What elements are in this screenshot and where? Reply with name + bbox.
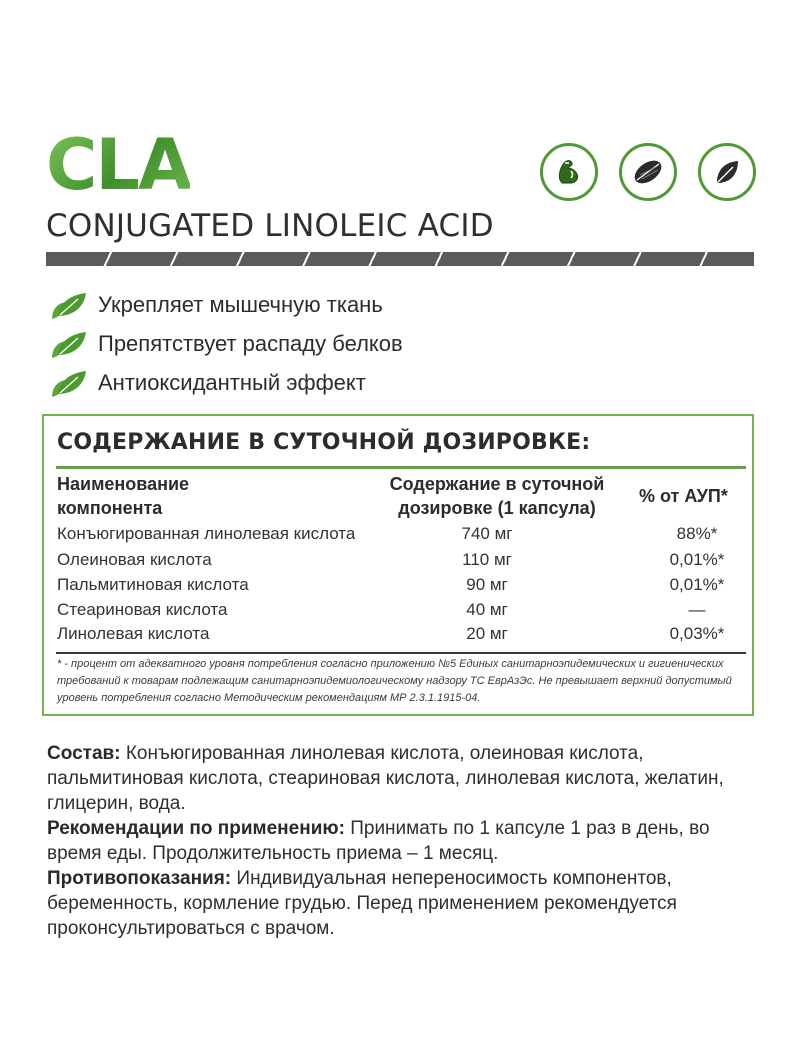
table-row: Пальмитиновая кислота 90 мг 0,01%* — [57, 575, 725, 594]
decorative-stripe — [46, 252, 754, 266]
table-row: Стеариновая кислота 40 мг — — [57, 600, 706, 619]
benefit-item: Антиоксидантный эффект — [48, 364, 403, 402]
muscle-arm-icon — [540, 143, 598, 201]
feature-badges — [540, 143, 756, 201]
column-header-dose: Содержание в суточной дозировке (1 капсула) — [389, 474, 605, 518]
table-title: СОДЕРЖАНИЕ В СУТОЧНОЙ ДОЗИРОВКЕ: — [57, 430, 591, 455]
contraindications-paragraph: Противопоказания: Индивидуальная непереносимость компонентов, беременность, кормление грудью. Перед применением рекомендуется проконсультироваться с врачом. — [47, 868, 677, 939]
product-title: CLA — [46, 124, 191, 206]
column-header-aup: % от АУП* — [639, 486, 728, 506]
seed-icon — [619, 143, 677, 201]
table-footnote: * - процент от адекватного уровня потребления согласно приложению №5 Единых санитарноэпидемических и гигиенических требований к товарам подлежащим санитарноэпидемиологическому надзору ТС ЕврАзЭс. Не превышает верхний допустимый уровень потребления согласно Методическим рекомендациям МР 2.3.1.1915-04. — [57, 658, 732, 704]
benefit-item: Препятствует распаду белков — [48, 325, 403, 363]
table-row: Конъюгированная линолевая кислота 740 мг 88%* — [57, 524, 718, 543]
usage-paragraph: Рекомендации по применению: Принимать по 1 капсуле 1 раз в день, во время еды. Продолжительность приема – 1 месяц. — [47, 818, 710, 864]
leaf-cluster-icon — [48, 326, 92, 362]
column-header-name: Наименование компонента — [57, 474, 190, 518]
leaf-icon — [698, 143, 756, 201]
leaf-cluster-icon — [48, 287, 92, 323]
product-description — [47, 741, 757, 941]
product-subtitle: CONJUGATED LINOLEIC ACID — [46, 208, 494, 244]
table-row: Линолевая кислота 20 мг 0,03%* — [57, 624, 725, 643]
footnote-divider — [56, 652, 746, 654]
benefit-item: Укрепляет мышечную ткань — [48, 286, 403, 324]
composition-paragraph: Состав: Конъюгированная линолевая кислота, олеиновая кислота, пальмитиновая кислота, стеариновая кислота, линолевая кислота, желатин, глицерин, вода. — [47, 743, 724, 814]
table-row: Олеиновая кислота 110 мг 0,01%* — [57, 550, 725, 569]
dosage-table-panel — [42, 414, 754, 716]
benefits-list — [48, 286, 403, 403]
table-divider — [56, 466, 746, 469]
leaf-cluster-icon — [48, 365, 92, 401]
